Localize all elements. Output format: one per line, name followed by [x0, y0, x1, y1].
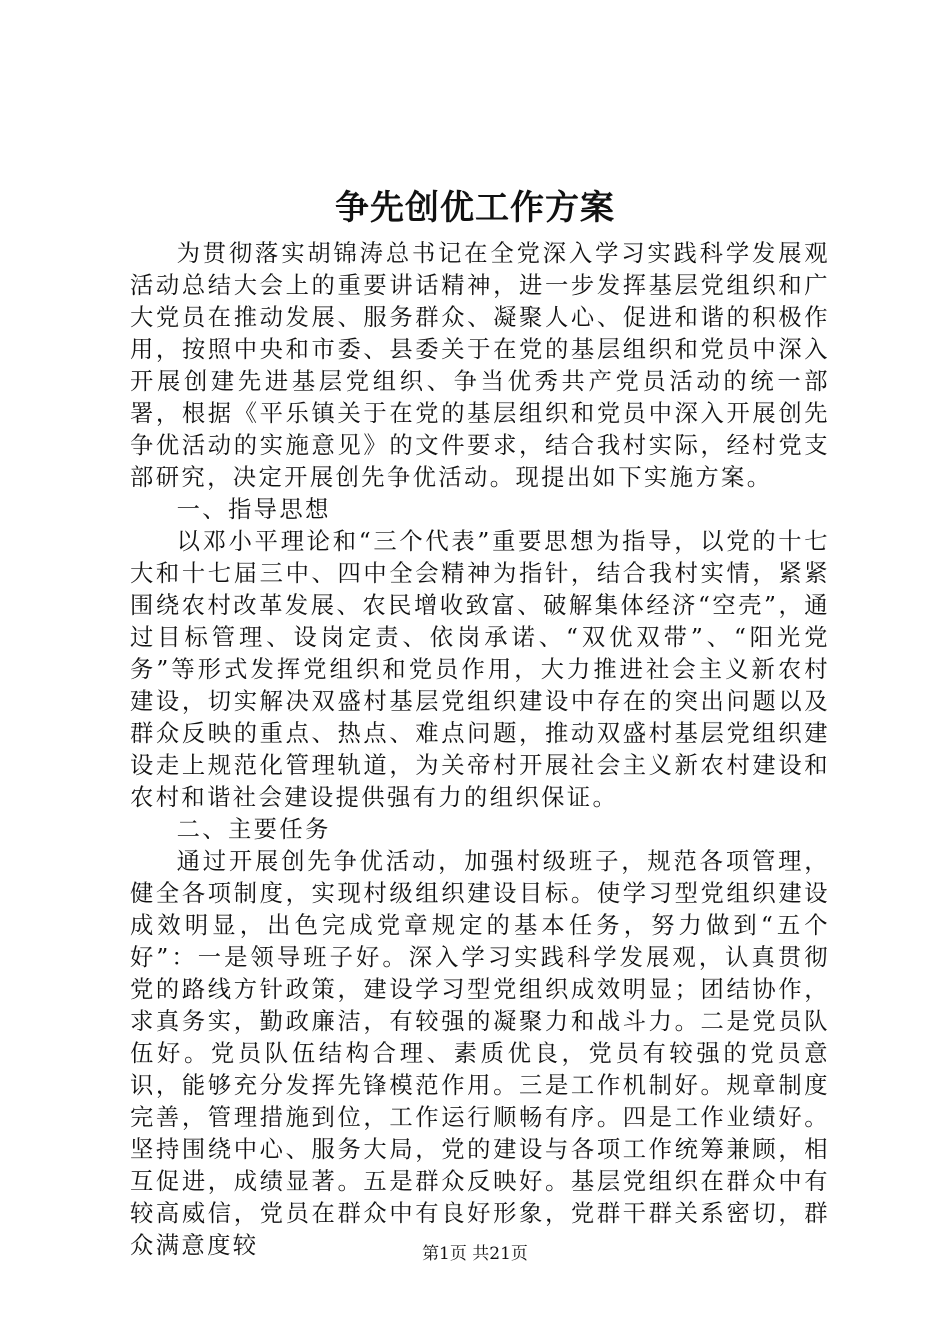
page-number-footer: 第1页 共21页	[422, 1244, 528, 1264]
section-heading-guiding-ideology: 一、指导思想	[176, 496, 331, 523]
section-heading-main-tasks: 二、主要任务	[176, 816, 331, 843]
paragraph-intro: 为贯彻落实胡锦涛总书记在全党深入学习实践科学发展观活动总结大会上的重要讲话精神，进一步发挥基层党组织和广大党员在推动发展、服务群众、凝聚人心、促进和谐的积极作用，按照中央和市委、县委关于在党的基层组织和党员中深入开展创建先进基层党组织、争当优秀共产党员活动的统一部署，根据《平乐镇关于在党的基层组织和党员中深入开展创先争优活动的实施意见》的文件要求，结合我村实际，经村党支部研究，决定开展创先争优活动。现提出如下实施方案。	[130, 240, 830, 491]
document-body	[130, 238, 830, 1262]
document-title: 争先创优工作方案	[335, 188, 615, 228]
paragraph-guiding-ideology: 以邓小平理论和“三个代表”重要思想为指导，以党的十七大和十七届三中、四中全会精神为指针，结合我村实情，紧紧围绕农村改革发展、农民增收致富、破解集体经济“空壳”，通过目标管理、设岗定责、依岗承诺、“双优双带”、“阳光党务”等形式发挥党组织和党员作用，大力推进社会主义新农村建设，切实解决双盛村基层党组织建设中存在的突出问题以及群众反映的重点、热点、难点问题，推动双盛村基层党组织建设走上规范化管理轨道，为关帝村开展社会主义新农村建设和农村和谐社会建设提供强有力的组织保证。	[130, 528, 830, 811]
paragraph-main-tasks: 通过开展创先争优活动，加强村级班子，规范各项管理，健全各项制度，实现村级组织建设目标。使学习型党组织建设成效明显，出色完成党章规定的基本任务，努力做到“五个好”：一是领导班子好。深入学习实践科学发展观，认真贯彻党的路线方针政策，建设学习型党组织成效明显；团结协作，求真务实，勤政廉洁，有较强的凝聚力和战斗力。二是党员队伍好。党员队伍结构合理、素质优良，党员有较强的党员意识，能够充分发挥先锋模范作用。三是工作机制好。规章制度完善，管理措施到位，工作运行顺畅有序。四是工作业绩好。坚持围绕中心、服务大局，党的建设与各项工作统筹兼顾，相互促进，成绩显著。五是群众反映好。基层党组织在群众中有较高威信，党员在群众中有良好形象，党群干群关系密切，群众满意度较	[130, 848, 830, 1259]
